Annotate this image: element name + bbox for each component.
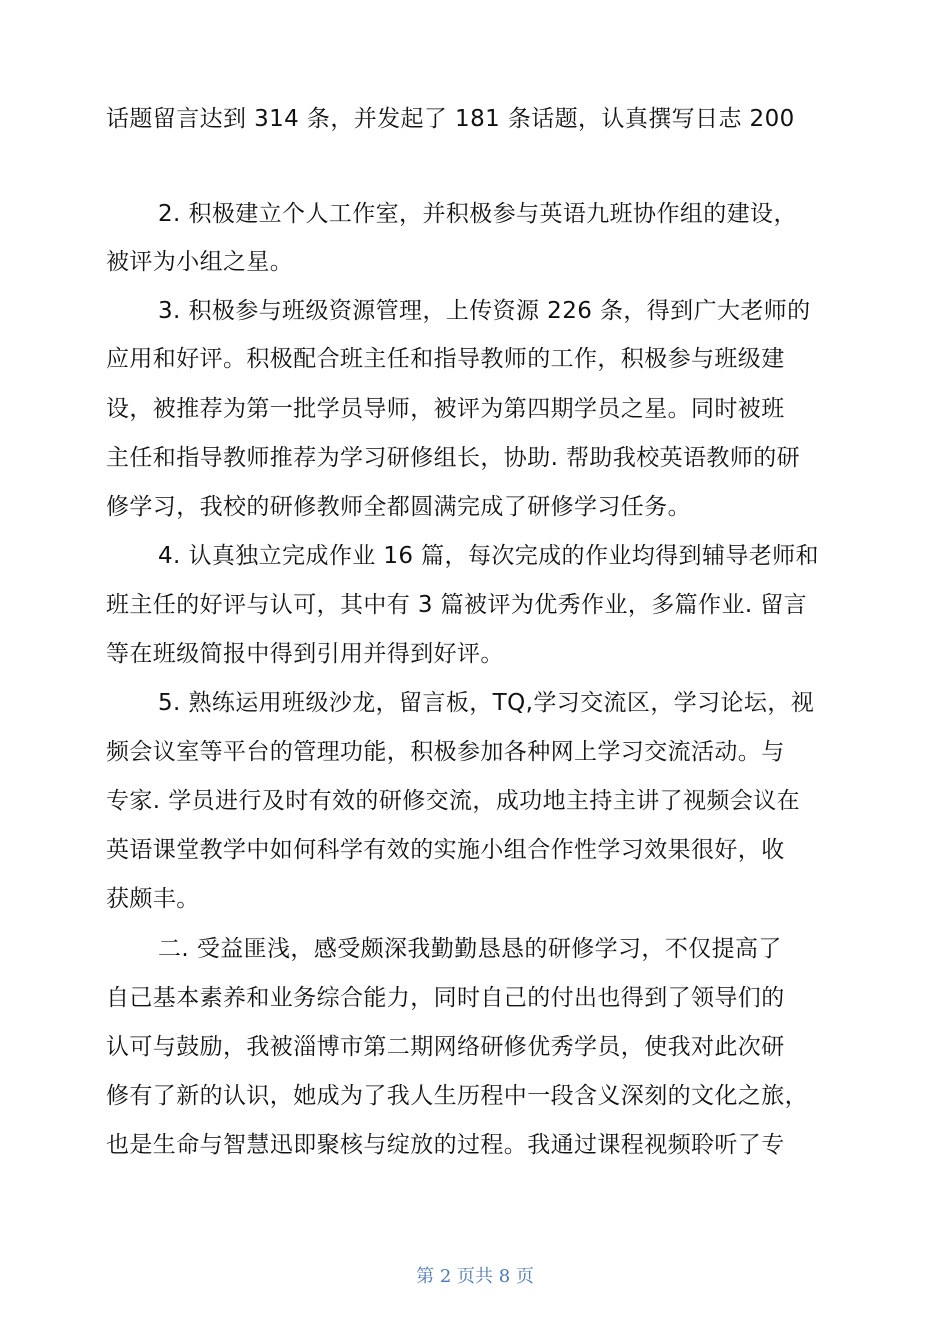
- text-line: 主任和指导教师推荐为学习研修组长，协助. 帮助我校英语教师的研: [106, 445, 801, 471]
- text-line: 二. 受益匪浅，感受颇深我勤勤恳恳的研修学习，不仅提高了: [158, 936, 782, 962]
- text-line: 设，被推荐为第一批学员导师，被评为第四期学员之星。同时被班: [106, 396, 785, 422]
- text-line: 班主任的好评与认可，其中有 3 篇被评为优秀作业，多篇作业. 留言: [106, 592, 808, 618]
- text-line: 也是生命与智慧迅即聚核与绽放的过程。我通过课程视频聆听了专: [106, 1132, 785, 1158]
- text-line: 认可与鼓励，我被淄博市第二期网络研修优秀学员，使我对此次研: [106, 1034, 785, 1060]
- text-line: 英语课堂教学中如何科学有效的实施小组合作性学习效果很好，收: [106, 837, 785, 863]
- text-line: 等在班级简报中得到引用并得到好评。: [106, 641, 504, 667]
- text-line: 被评为小组之星。: [106, 249, 294, 275]
- text-line: 专家. 学员进行及时有效的研修交流，成功地主持主讲了视频会议在: [106, 788, 801, 814]
- text-line: 修学习，我校的研修教师全都圆满完成了研修学习任务。: [106, 494, 691, 520]
- text-line: 修有了新的认识，她成为了我人生历程中一段含义深刻的文化之旅，: [106, 1083, 808, 1109]
- page-number-footer: 第 2 页共 8 页: [416, 1266, 534, 1287]
- text-line: 应用和好评。积极配合班主任和指导教师的工作，积极参与班级建: [106, 346, 785, 372]
- text-line: 2. 积极建立个人工作室，并积极参与英语九班协作组的建设，: [158, 201, 797, 227]
- text-line: 获颇丰。: [106, 886, 200, 912]
- text-line: 自己基本素养和业务综合能力，同时自己的付出也得到了领导们的: [106, 985, 785, 1011]
- text-line: 话题留言达到 314 条，并发起了 181 条话题，认真撰写日志 200: [106, 106, 795, 132]
- text-line: 3. 积极参与班级资源管理，上传资源 226 条，得到广大老师的: [158, 298, 811, 324]
- text-line: 5. 熟练运用班级沙龙，留言板，TQ,学习交流区，学习论坛，视: [158, 690, 815, 716]
- text-line: 频会议室等平台的管理功能，积极参加各种网上学习交流活动。与: [106, 739, 785, 765]
- text-line: 4. 认真独立完成作业 16 篇，每次完成的作业均得到辅导老师和: [158, 543, 819, 569]
